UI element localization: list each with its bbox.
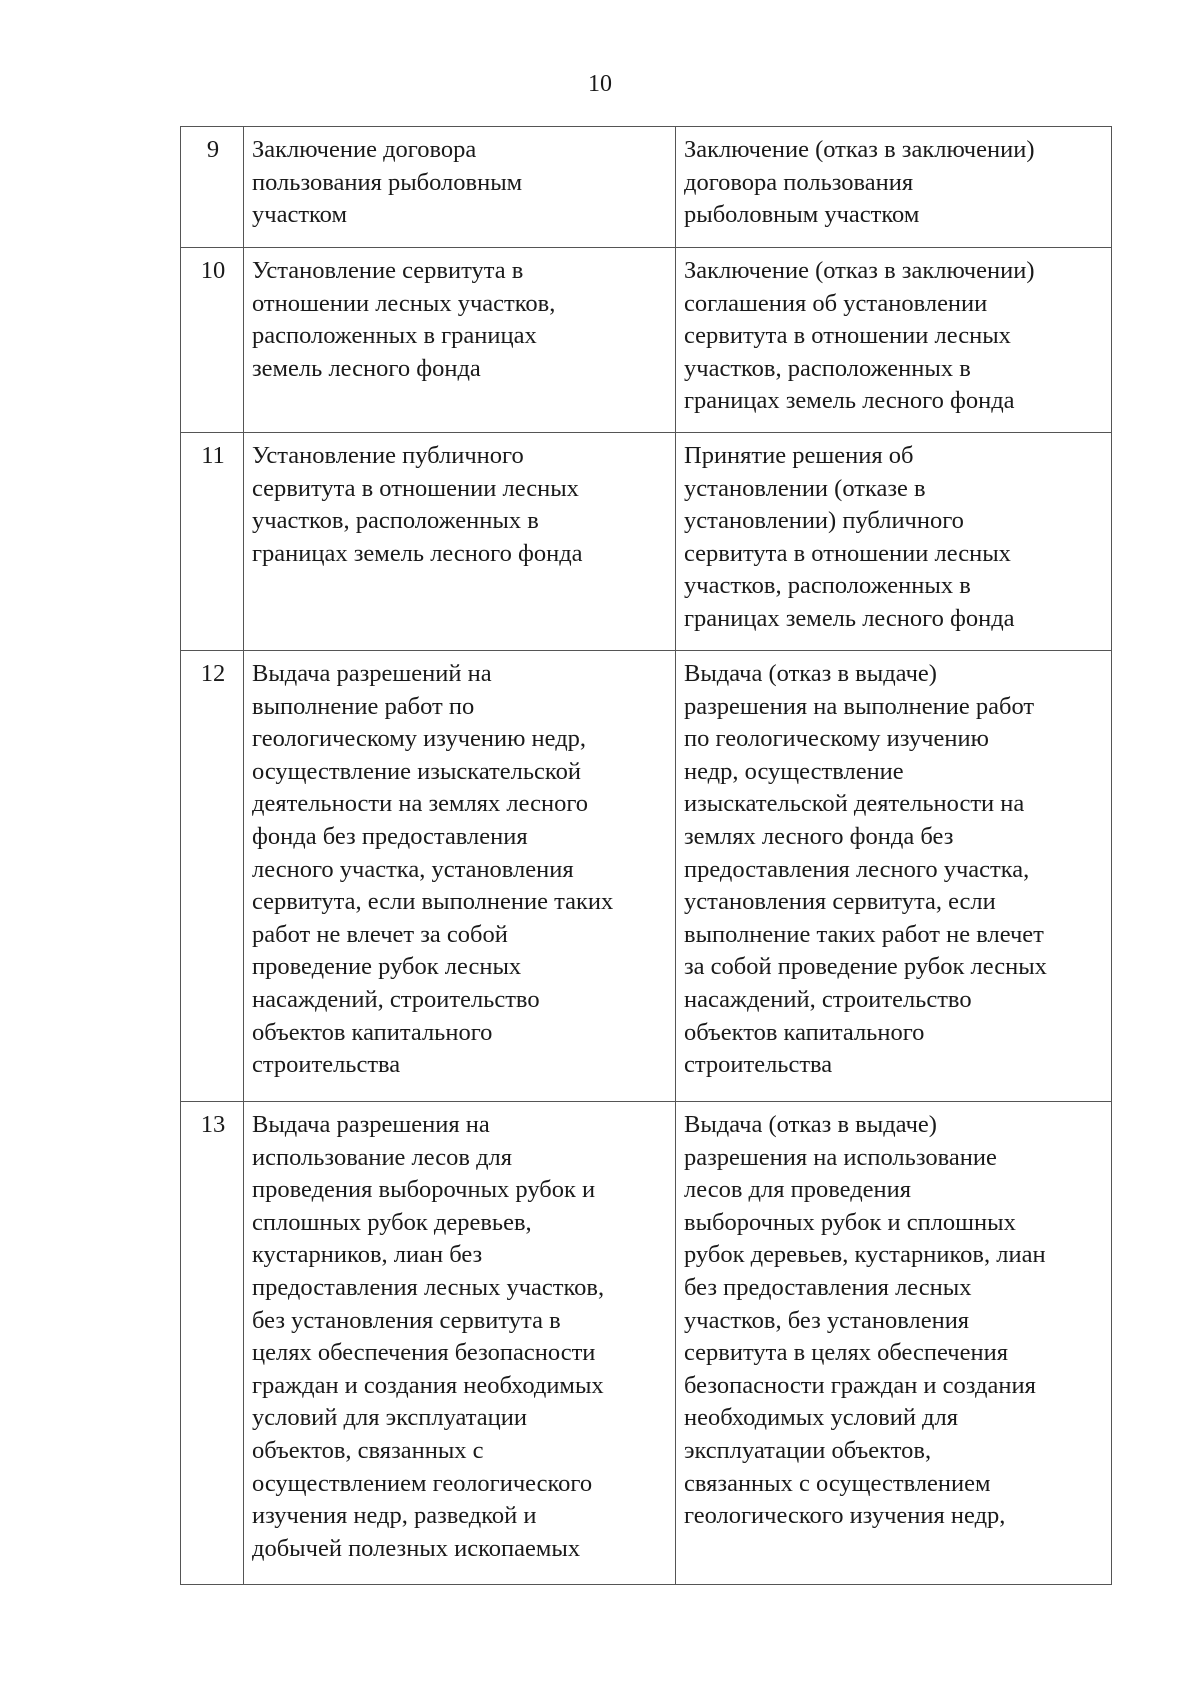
- service-result-line: Выдача (отказ в выдаче): [684, 1111, 937, 1138]
- service-result-line: землях лесного фонда без: [684, 822, 954, 850]
- service-result-line: участков, без установления: [684, 1306, 970, 1334]
- service-name-line: целях обеспечения безопасности: [252, 1339, 596, 1367]
- service-name-line: выполнение работ по: [252, 692, 475, 720]
- service-name-line: осуществление изыскательской: [252, 757, 581, 785]
- service-result-line: установления сервитута, если: [684, 888, 996, 916]
- service-name-line: сервитута, если выполнение таких: [252, 888, 614, 916]
- service-name-line: участков, расположенных в: [252, 507, 539, 535]
- service-result-line: границах земель лесного фонда: [684, 387, 1015, 415]
- service-name-line: деятельности на землях лесного: [252, 790, 589, 818]
- service-name-line: фонда без предоставления: [252, 822, 528, 850]
- service-name-line: границах земель лесного фонда: [252, 539, 583, 567]
- service-result-line: разрешения на выполнение работ: [684, 692, 1035, 720]
- service-result-cell: [676, 433, 1112, 651]
- service-name-line: Заключение договора: [252, 136, 477, 163]
- service-result-line: установлении (отказе в: [684, 474, 926, 502]
- service-result-line: безопасности граждан и создания: [684, 1371, 1036, 1399]
- services-table-body: [181, 127, 1112, 1585]
- service-result-line: соглашения об установлении: [684, 289, 988, 317]
- service-result-line: недр, осуществление: [684, 757, 904, 785]
- service-result-line: необходимых условий для: [684, 1404, 959, 1432]
- service-result-cell: [676, 651, 1112, 1102]
- service-result-cell: [676, 127, 1112, 248]
- service-name-line: расположенных в границах: [252, 322, 537, 350]
- service-name-line: граждан и создания необходимых: [252, 1371, 604, 1399]
- service-result-line: сервитута в отношении лесных: [684, 539, 1011, 567]
- service-name-line: участком: [252, 201, 347, 229]
- service-name-line: работ не влечет за собой: [252, 920, 508, 948]
- table-row: [181, 127, 1112, 248]
- service-name-cell: [244, 651, 676, 1102]
- service-result-line: по геологическому изучению: [684, 725, 989, 753]
- service-result-line: установлении) публичного: [684, 507, 964, 535]
- row-number-cell: 9: [181, 127, 244, 248]
- service-result-line: разрешения на использование: [684, 1143, 997, 1171]
- page-number: 10: [588, 71, 612, 97]
- service-name-line: земель лесного фонда: [252, 354, 481, 382]
- service-result-line: строительства: [684, 1051, 833, 1079]
- service-result-line: Заключение (отказ в заключении): [684, 136, 1035, 163]
- service-name-cell: [244, 1102, 676, 1585]
- service-result-line: объектов капитального: [684, 1018, 925, 1046]
- service-result-line: рубок деревьев, кустарников, лиан: [684, 1241, 1046, 1269]
- service-name-line: осуществлением геологического: [252, 1469, 593, 1497]
- service-result-line: за собой проведение рубок лесных: [684, 953, 1047, 981]
- service-result-line: предоставления лесного участка,: [684, 855, 1030, 883]
- row-number-cell: 13: [181, 1102, 244, 1585]
- service-result-line: без предоставления лесных: [684, 1273, 972, 1301]
- service-name-line: лесного участка, установления: [252, 855, 574, 883]
- service-name-line: использование лесов для: [252, 1143, 513, 1171]
- service-result-line: сервитута в целях обеспечения: [684, 1339, 1008, 1367]
- service-name-line: объектов, связанных с: [252, 1436, 484, 1464]
- service-name-cell: [244, 248, 676, 433]
- service-result-line: Заключение (отказ в заключении): [684, 257, 1035, 284]
- service-result-line: насаждений, строительство: [684, 985, 972, 1013]
- service-result-line: рыболовным участком: [684, 201, 920, 229]
- service-name-line: сервитута в отношении лесных: [252, 474, 579, 502]
- service-result-line: эксплуатации объектов,: [684, 1436, 932, 1464]
- service-result-line: Выдача (отказ в выдаче): [684, 660, 937, 687]
- service-result-line: лесов для проведения: [684, 1176, 912, 1204]
- service-result-line: связанных с осуществлением: [684, 1469, 991, 1497]
- service-result-cell: [676, 1102, 1112, 1585]
- service-result-line: Принятие решения об: [684, 442, 914, 469]
- service-name-line: насаждений, строительство: [252, 985, 540, 1013]
- service-name-line: объектов капитального: [252, 1018, 493, 1046]
- service-name-line: без установления сервитута в: [252, 1306, 561, 1334]
- service-name-line: проведения выборочных рубок и: [252, 1176, 596, 1204]
- table-row: [181, 433, 1112, 651]
- table-row: [181, 1102, 1112, 1585]
- service-result-cell: [676, 248, 1112, 433]
- row-number-cell: 12: [181, 651, 244, 1102]
- service-result-line: сервитута в отношении лесных: [684, 322, 1011, 350]
- service-name-line: Установление публичного: [252, 442, 524, 469]
- service-result-line: геологического изучения недр,: [684, 1502, 1006, 1530]
- service-name-line: пользования рыболовным: [252, 168, 523, 196]
- service-name-line: Установление сервитута в: [252, 257, 524, 284]
- service-name-cell: [244, 433, 676, 651]
- service-name-line: сплошных рубок деревьев,: [252, 1208, 532, 1236]
- table-row: [181, 651, 1112, 1102]
- service-name-line: изучения недр, разведкой и: [252, 1502, 537, 1530]
- service-result-line: границах земель лесного фонда: [684, 604, 1015, 632]
- service-name-line: геологическому изучению недр,: [252, 725, 587, 753]
- service-name-line: Выдача разрешений на: [252, 660, 492, 687]
- service-name-line: строительства: [252, 1051, 401, 1079]
- service-name-line: условий для эксплуатации: [252, 1404, 528, 1432]
- service-result-line: изыскательской деятельности на: [684, 790, 1025, 818]
- service-name-line: отношении лесных участков,: [252, 289, 556, 317]
- row-number-cell: 11: [181, 433, 244, 651]
- service-result-line: выборочных рубок и сплошных: [684, 1208, 1016, 1236]
- service-name-line: кустарников, лиан без: [252, 1241, 483, 1269]
- service-result-line: участков, расположенных в: [684, 572, 971, 600]
- service-name-cell: [244, 127, 676, 248]
- services-table: [180, 126, 1112, 1585]
- row-number-cell: 10: [181, 248, 244, 433]
- service-result-line: участков, расположенных в: [684, 354, 971, 382]
- table-row: [181, 248, 1112, 433]
- service-name-line: предоставления лесных участков,: [252, 1273, 605, 1301]
- service-result-line: договора пользования: [684, 168, 914, 196]
- service-name-line: добычей полезных ископаемых: [252, 1534, 581, 1562]
- service-result-line: выполнение таких работ не влечет: [684, 920, 1044, 948]
- service-name-line: проведение рубок лесных: [252, 953, 522, 981]
- service-name-line: Выдача разрешения на: [252, 1111, 490, 1138]
